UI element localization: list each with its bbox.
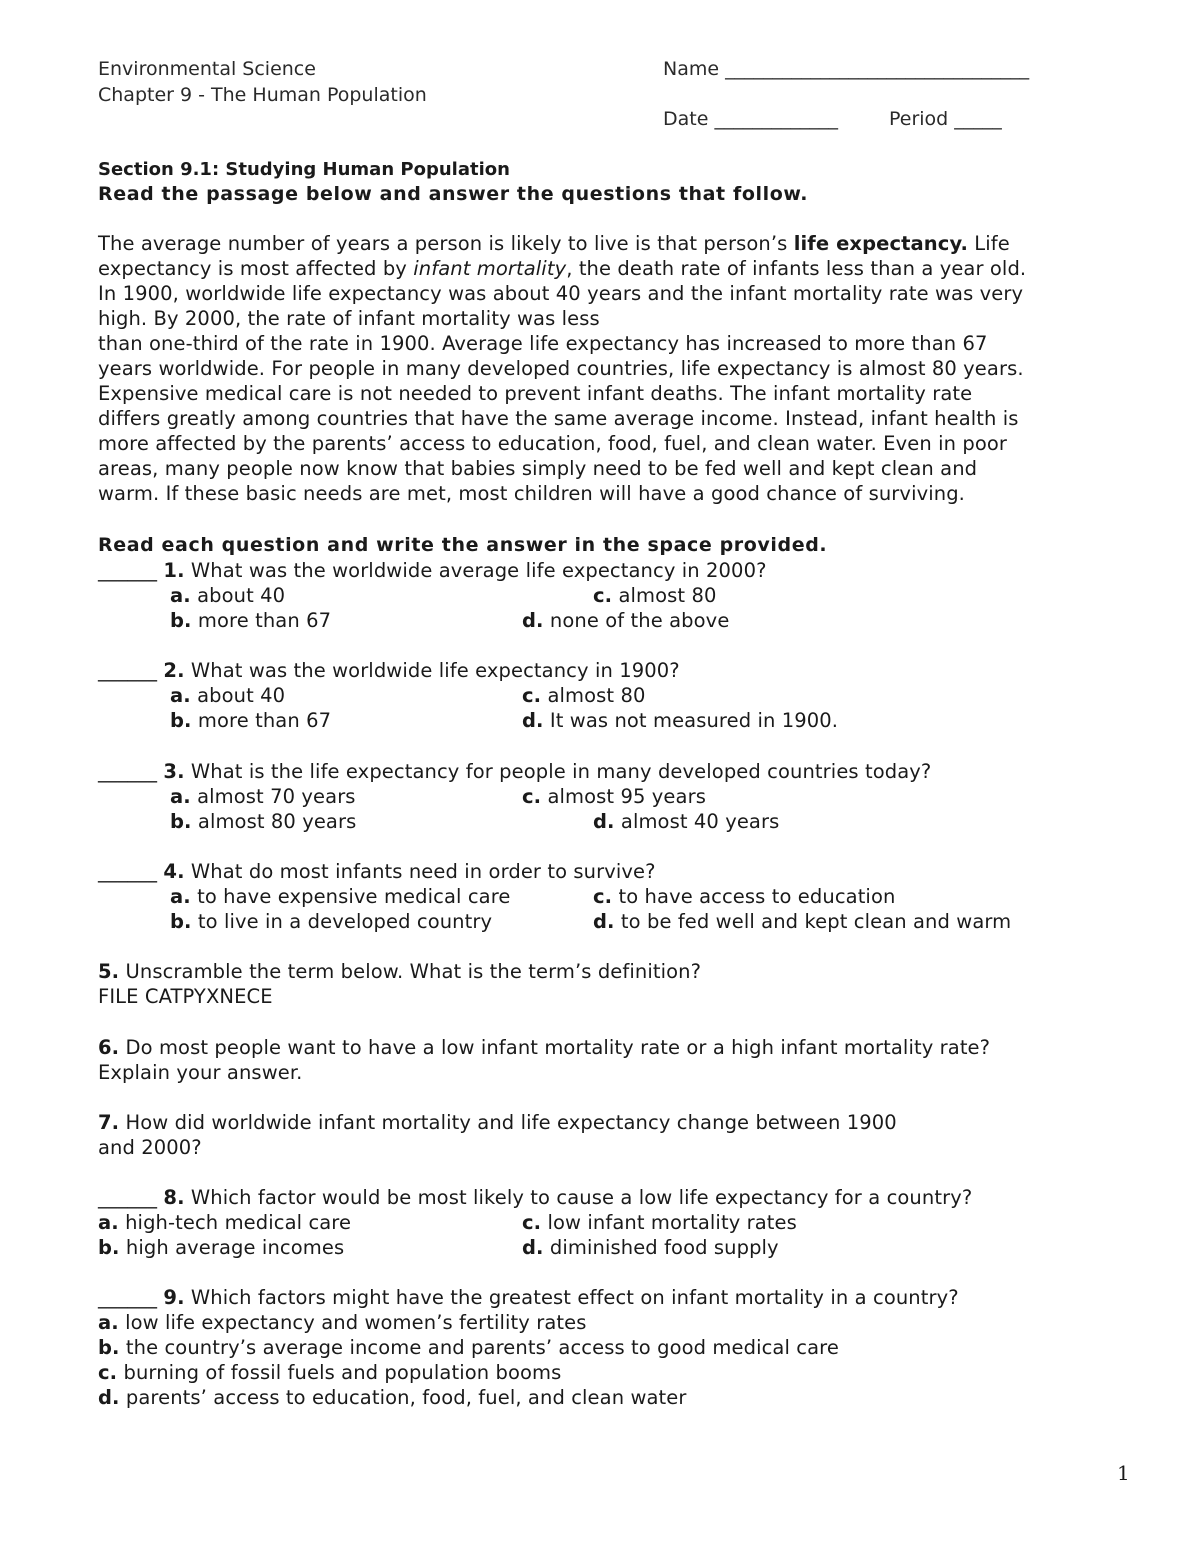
q2-option-b: b. more than 67 xyxy=(170,709,332,732)
q4-option-c: c. to have access to education xyxy=(593,885,896,908)
q2-option-a: a. about 40 xyxy=(170,684,286,707)
passage-line: areas, many people now know that babies simply need to be fed well and kept clean and xyxy=(98,457,978,480)
answer-blank[interactable]: ______ xyxy=(98,1286,158,1309)
q8-option-b: b. high average incomes xyxy=(98,1236,345,1259)
answer-blank[interactable]: ______ xyxy=(98,659,158,682)
section-title: Section 9.1: Studying Human Population xyxy=(98,159,510,180)
q1-option-b: b. more than 67 xyxy=(170,609,332,632)
period-field[interactable]: Period _____ xyxy=(889,108,1002,130)
question-6-cont: Explain your answer. xyxy=(98,1061,303,1084)
q8-option-c: c. low infant mortality rates xyxy=(522,1211,797,1234)
answer-blank[interactable]: ______ xyxy=(98,760,158,783)
q9-option-a: a. low life expectancy and women’s fertility rates xyxy=(98,1311,587,1334)
term-infant-mortality: infant mortality xyxy=(413,257,567,280)
question-9: ______ 9. Which factors might have the greatest effect on infant mortality in a country? xyxy=(98,1286,959,1309)
questions-instruction: Read each question and write the answer in the space provided. xyxy=(98,534,828,556)
q1-option-a: a. about 40 xyxy=(170,584,286,607)
date-field[interactable]: Date _____________ xyxy=(663,108,838,130)
q3-option-a: a. almost 70 years xyxy=(170,785,356,808)
passage-line: The average number of years a person is likely to live is that person’s life expectancy. Life xyxy=(98,232,1010,255)
question-6: 6. Do most people want to have a low infant mortality rate or a high infant mortality rate? xyxy=(98,1036,991,1059)
q9-option-d: d. parents’ access to education, food, fuel, and clean water xyxy=(98,1386,687,1409)
passage-line: warm. If these basic needs are met, most children will have a good chance of surviving. xyxy=(98,482,965,505)
q9-option-b: b. the country’s average income and parents’ access to good medical care xyxy=(98,1336,839,1359)
q1-option-c: c. almost 80 xyxy=(593,584,717,607)
question-1: ______ 1. What was the worldwide average life expectancy in 2000? xyxy=(98,559,767,582)
passage-line: high. By 2000, the rate of infant mortality was less xyxy=(98,307,600,330)
scrambled-term: FILE CATPYXNECE xyxy=(98,985,273,1008)
question-7: 7. How did worldwide infant mortality and life expectancy change between 1900 xyxy=(98,1111,897,1134)
q2-option-d: d. It was not measured in 1900. xyxy=(522,709,839,732)
q9-option-c: c. burning of fossil fuels and population booms xyxy=(98,1361,562,1384)
q4-option-b: b. to live in a developed country xyxy=(170,910,493,933)
answer-blank[interactable]: ______ xyxy=(98,860,158,883)
question-3: ______ 3. What is the life expectancy for people in many developed countries today? xyxy=(98,760,932,783)
q1-option-d: d. none of the above xyxy=(522,609,730,632)
question-2: ______ 2. What was the worldwide life expectancy in 1900? xyxy=(98,659,680,682)
chapter-title: Chapter 9 - The Human Population xyxy=(98,84,427,106)
page-number: 1 xyxy=(1117,1461,1130,1485)
passage-line: years worldwide. For people in many developed countries, life expectancy is almost 80 years. xyxy=(98,357,1024,380)
answer-blank[interactable]: ______ xyxy=(98,559,158,582)
passage-line: than one-third of the rate in 1900. Average life expectancy has increased to more than 67 xyxy=(98,332,988,355)
q2-option-c: c. almost 80 xyxy=(522,684,646,707)
passage xyxy=(98,231,1026,506)
course-title: Environmental Science xyxy=(98,58,316,80)
question-4: ______ 4. What do most infants need in order to survive? xyxy=(98,860,656,883)
passage-instruction: Read the passage below and answer the questions that follow. xyxy=(98,183,809,205)
q3-option-b: b. almost 80 years xyxy=(170,810,357,833)
passage-line: In 1900, worldwide life expectancy was about 40 years and the infant mortality rate was very xyxy=(98,282,1024,305)
name-field[interactable]: Name ________________________________ xyxy=(663,58,1030,80)
passage-line: more affected by the parents’ access to education, food, fuel, and clean water. Even in poor xyxy=(98,432,1008,455)
q8-option-d: d. diminished food supply xyxy=(522,1236,779,1259)
answer-blank[interactable]: ______ xyxy=(98,1186,158,1209)
passage-line: expectancy is most affected by infant mortality, the death rate of infants less than a year old. xyxy=(98,257,1027,280)
q8-option-a: a. high-tech medical care xyxy=(98,1211,352,1234)
passage-line: Expensive medical care is not needed to prevent infant deaths. The infant mortality rate xyxy=(98,382,973,405)
q3-option-c: c. almost 95 years xyxy=(522,785,706,808)
q3-option-d: d. almost 40 years xyxy=(593,810,780,833)
q4-option-a: a. to have expensive medical care xyxy=(170,885,511,908)
term-life-expectancy: life expectancy. xyxy=(793,232,968,255)
question-7-cont: and 2000? xyxy=(98,1136,202,1159)
passage-line: differs greatly among countries that have the same average income. Instead, infant health is xyxy=(98,407,1019,430)
q4-option-d: d. to be fed well and kept clean and warm xyxy=(593,910,1012,933)
question-8: ______ 8. Which factor would be most likely to cause a low life expectancy for a country? xyxy=(98,1186,973,1209)
question-5: 5. Unscramble the term below. What is the term’s definition? xyxy=(98,960,702,983)
